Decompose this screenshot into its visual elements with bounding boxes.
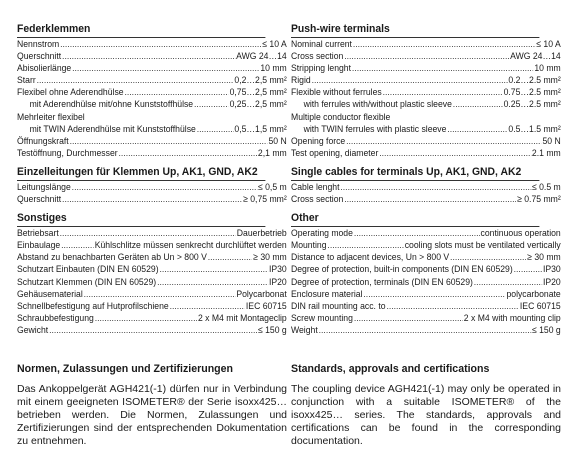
- spec-row: [17, 194, 287, 206]
- spec-value: ≥ 0,75 mm²: [243, 194, 287, 206]
- einzelleitungen-rows: [17, 182, 287, 206]
- spec-label: Enclosure material: [291, 288, 363, 300]
- spec-row: [291, 325, 561, 337]
- spec-label: Cross section: [291, 51, 344, 63]
- spec-value: 0,5…1,5 mm²: [234, 123, 287, 135]
- spec-value: Dauerbetrieb: [236, 228, 287, 240]
- spec-row: [291, 194, 561, 206]
- spec-value: ≤ 0.5 m: [531, 181, 561, 193]
- push-wire-rows: [291, 39, 561, 160]
- spec-value: 50 N: [542, 135, 561, 147]
- spec-value: continuous operation: [480, 228, 561, 240]
- spec-value: 10 mm: [260, 63, 287, 75]
- spec-label: Gewicht: [17, 324, 49, 336]
- spec-label: Stripping lenght: [291, 63, 352, 75]
- spec-row: [291, 301, 561, 313]
- normen-block: [17, 362, 287, 448]
- spec-label: Test opening, diameter: [291, 147, 379, 159]
- section-title-other: Other: [291, 211, 539, 227]
- spec-label: Distance to adjacent devices, Un > 800 V: [291, 252, 450, 264]
- spec-row: [291, 87, 561, 99]
- spec-value: Kühlschlitze müssen senkrecht durchlüftet werden: [94, 240, 287, 252]
- federklemmen-rows: [17, 39, 287, 160]
- spec-label: Mounting: [291, 240, 327, 252]
- normen-text: Das Ankoppelgerät AGH421(-1) dürfen nur in Verbindung mit einem geeigneten ISOMETER® der Serie isoxx425… betrieben werden. Die Normen, Zulassungen und Zertifizierungen sind der entsprechenden Dokumentation zu entnehmen.: [17, 383, 287, 447]
- spec-row: [291, 182, 561, 194]
- spec-row: [291, 39, 561, 51]
- spec-value: cooling slots must be ventilated vertically: [404, 240, 561, 252]
- single-cables-rows: [291, 182, 561, 206]
- spec-label: mit TWIN Aderendhülse mit Kunststoffhülse: [29, 123, 196, 135]
- spec-value: ≤ 150 g: [531, 324, 561, 336]
- spec-label: with ferrules with/without plastic sleeve: [303, 99, 452, 111]
- spec-row: [17, 63, 287, 75]
- spec-label: Einbaulage: [17, 240, 61, 252]
- spec-value: IEC 60715: [519, 300, 561, 312]
- spec-row: [17, 75, 287, 87]
- spec-label: Querschnitt: [17, 194, 62, 206]
- sonstiges-rows: [17, 228, 287, 337]
- spec-row: [291, 112, 561, 124]
- spec-row: [17, 264, 287, 276]
- spec-row: [17, 182, 287, 194]
- spec-value: 0.5…1.5 mm²: [508, 123, 561, 135]
- spec-label: Cable lenght: [291, 181, 340, 193]
- spec-row: [17, 240, 287, 252]
- spec-value: polycarbonate: [506, 288, 561, 300]
- spec-value: IP20: [268, 276, 287, 288]
- spec-row: [17, 112, 287, 124]
- standards-block: [291, 362, 561, 448]
- spec-label: Öffnungskraft: [17, 135, 69, 147]
- spec-label: Schnellbefestigung auf Hutprofilschiene: [17, 300, 169, 312]
- spec-value: 0,2…2,5 mm²: [234, 75, 287, 87]
- spec-row: [291, 264, 561, 276]
- spec-row: [291, 63, 561, 75]
- spec-value: 0.75…2.5 mm²: [503, 87, 561, 99]
- spec-row: [291, 228, 561, 240]
- spec-label: Nennstrom: [17, 39, 60, 50]
- spec-label: Querschnitt: [17, 51, 62, 63]
- english-column: [291, 22, 561, 337]
- section-title-einzelleitungen: Einzelleitungen für Klemmen Up, AK1, GND, AK2: [17, 165, 265, 181]
- spec-value: AWG 24…14: [236, 51, 287, 63]
- spec-label: Operating mode: [291, 228, 353, 240]
- spec-row: [17, 87, 287, 99]
- spec-row: [291, 136, 561, 148]
- spec-row: [17, 136, 287, 148]
- spec-row: [17, 39, 287, 51]
- spec-label: Nominal current: [291, 39, 352, 50]
- spec-label: Testöffnung, Durchmesser: [17, 147, 118, 159]
- spec-row: [291, 99, 561, 111]
- spec-value: AWG 24…14: [510, 51, 561, 63]
- spec-label: Schutzart Einbauten (DIN EN 60529): [17, 264, 159, 276]
- spec-row: [17, 313, 287, 325]
- standards-text: The coupling device AGH421(-1) may only be operated in conjunction with a suitable ISOMETER® of the isoxx425… series. The standards, approvals and certifications can be found in the corresponding documentation.: [291, 383, 561, 447]
- spec-label: Abstand zu benachbarten Geräten ab Un > 800 V: [17, 252, 207, 264]
- spec-label: Cross section: [291, 194, 344, 206]
- spec-value: 10 mm: [534, 63, 561, 75]
- section-title-federklemmen: Federklemmen: [17, 22, 265, 38]
- spec-value: 0.2…2.5 mm²: [508, 75, 561, 87]
- spec-value: IP20: [542, 276, 561, 288]
- spec-row: [17, 124, 287, 136]
- spec-value: 2,1 mm: [257, 147, 287, 159]
- spec-label: Opening force: [291, 135, 346, 147]
- german-column: [17, 22, 287, 337]
- spec-label: Rigid: [291, 75, 311, 87]
- spec-value: ≥ 30 mm: [527, 252, 561, 264]
- spec-label: Schraubbefestigung: [17, 312, 94, 324]
- spec-value: ≤ 150 g: [257, 324, 287, 336]
- spec-value: ≥ 0.75 mm²: [517, 194, 561, 206]
- spec-value: ≤ 10 A: [262, 39, 287, 50]
- spec-label: Screw mounting: [291, 312, 353, 324]
- spec-row: [291, 124, 561, 136]
- spec-value: 0,75…2,5 mm²: [229, 87, 287, 99]
- spec-label: Mehrleiter flexibel: [17, 111, 85, 123]
- spec-row: [17, 228, 287, 240]
- spec-value: 2 x M4 mit Montageclip: [197, 312, 287, 324]
- spec-row: [291, 148, 561, 160]
- spec-label: Starr: [17, 75, 36, 87]
- spec-row: [17, 148, 287, 160]
- spec-row: [17, 277, 287, 289]
- section-title-push-wire-terminals: Push-wire terminals: [291, 22, 539, 38]
- section-title-single-cables: Single cables for terminals Up, AK1, GND, AK2: [291, 165, 539, 181]
- other-rows: [291, 228, 561, 337]
- spec-row: [17, 51, 287, 63]
- standards-title: Standards, approvals and certifications: [291, 363, 490, 375]
- spec-value: ≤ 0,5 m: [257, 181, 287, 193]
- spec-value: ≥ 30 mm: [253, 252, 287, 264]
- spec-label: with TWIN ferrules with plastic sleeve: [303, 123, 447, 135]
- spec-value: 2.1 mm: [531, 147, 561, 159]
- spec-value: IP30: [542, 264, 561, 276]
- spec-row: [17, 99, 287, 111]
- section-title-sonstiges: Sonstiges: [17, 211, 265, 227]
- normen-title: Normen, Zulassungen und Zertifizierungen: [17, 363, 234, 375]
- spec-label: Multiple conductor flexible: [291, 111, 391, 123]
- spec-label: Flexibel ohne Aderendhülse: [17, 87, 124, 99]
- spec-value: 0.25…2.5 mm²: [503, 99, 561, 111]
- spec-row: [17, 252, 287, 264]
- spec-row: [291, 75, 561, 87]
- spec-row: [291, 252, 561, 264]
- spec-label: Leitungslänge: [17, 181, 71, 193]
- spec-label: DIN rail mounting acc. to: [291, 300, 386, 312]
- spec-label: Schutzart Klemmen (DIN EN 60529): [17, 276, 157, 288]
- spec-row: [17, 301, 287, 313]
- spec-row: [291, 313, 561, 325]
- spec-value: IP30: [268, 264, 287, 276]
- spec-value: 50 N: [268, 135, 287, 147]
- spec-label: Gehäusematerial: [17, 288, 83, 300]
- spec-value: 2 x M4 with mounting clip: [463, 312, 561, 324]
- spec-label: Betriebsart: [17, 228, 59, 240]
- spec-label: Degree of protection, built-in components (DIN EN 60529): [291, 264, 513, 276]
- spec-row: [17, 289, 287, 301]
- spec-value: 0,25…2,5 mm²: [229, 99, 287, 111]
- spec-value: IEC 60715: [245, 300, 287, 312]
- spec-value: ≤ 10 A: [536, 39, 561, 50]
- spec-label: Flexible without ferrules: [291, 87, 382, 99]
- spec-row: [291, 51, 561, 63]
- spec-row: [291, 289, 561, 301]
- spec-value: Polycarbonat: [236, 288, 287, 300]
- spec-label: mit Aderendhülse mit/ohne Kunststoffhülse: [29, 99, 194, 111]
- spec-label: Weight: [291, 324, 318, 336]
- spec-row: [17, 325, 287, 337]
- spec-row: [291, 240, 561, 252]
- spec-label: Abisolierlänge: [17, 63, 72, 75]
- spec-label: Degree of protection, terminals (DIN EN 60529): [291, 276, 473, 288]
- spec-row: [291, 277, 561, 289]
